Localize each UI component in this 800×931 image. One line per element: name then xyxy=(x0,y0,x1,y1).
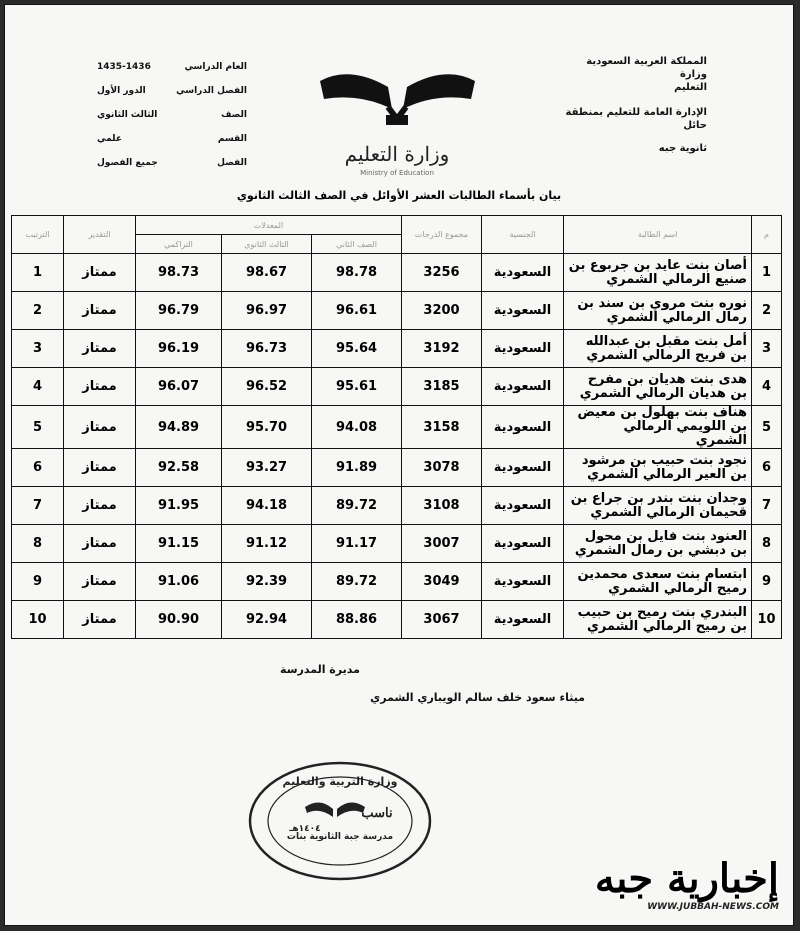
table-row xyxy=(12,525,782,563)
student-name: وجدان بنت بندر بن جراع بن قحيمان الرمالي الشمري xyxy=(564,487,752,525)
cumulative-avg: 90.90 xyxy=(136,601,222,639)
term-info-value: الدور الأول xyxy=(97,86,146,96)
row-index: 7 xyxy=(752,487,782,525)
total-score: 3158 xyxy=(402,406,482,449)
cumulative-avg: 91.95 xyxy=(136,487,222,525)
row-index: 5 xyxy=(752,406,782,449)
total-score: 3007 xyxy=(402,525,482,563)
student-name: أمل بنت مقبل بن عبدالله بن فريح الرمالي الشمري xyxy=(564,330,752,368)
total-score: 3049 xyxy=(402,563,482,601)
nationality: السعودية xyxy=(482,487,564,525)
ministry-header xyxy=(557,55,707,161)
third-grade-avg: 91.12 xyxy=(222,525,312,563)
rank: 7 xyxy=(12,487,64,525)
term-info-row xyxy=(97,133,247,145)
grade: ممتاز xyxy=(64,406,136,449)
rank: 9 xyxy=(12,563,64,601)
row-index: 6 xyxy=(752,449,782,487)
table-row xyxy=(12,368,782,406)
term-info-label: الفصل الدراسي xyxy=(176,86,247,96)
document-title: بيان بأسماء الطالبات العشر الأوائل في الصف الثالث الثانوي xyxy=(236,189,562,202)
rank: 2 xyxy=(12,292,64,330)
grade: ممتاز xyxy=(64,292,136,330)
grade: ممتاز xyxy=(64,563,136,601)
student-name: هناف بنت بهلول بن معيض بن اللويمي الرمالي الشمري xyxy=(564,406,752,449)
col-rank: الترتيب xyxy=(12,216,64,254)
nationality: السعودية xyxy=(482,368,564,406)
total-score: 3067 xyxy=(402,601,482,639)
third-grade-avg: 98.67 xyxy=(222,254,312,292)
school-stamp xyxy=(245,759,435,884)
second-grade-avg: 89.72 xyxy=(312,487,402,525)
term-info-row xyxy=(97,157,247,169)
table-row xyxy=(12,487,782,525)
logo-text: وزارة التعليم xyxy=(344,142,450,166)
stamp-middle: ناسب xyxy=(361,806,393,821)
grade: ممتاز xyxy=(64,254,136,292)
row-index: 8 xyxy=(752,525,782,563)
rank: 4 xyxy=(12,368,64,406)
kingdom-line: المملكة العربية السعودية وزارة التعليم xyxy=(586,56,707,93)
third-grade-avg: 96.52 xyxy=(222,368,312,406)
second-grade-avg: 95.64 xyxy=(312,330,402,368)
cumulative-avg: 96.19 xyxy=(136,330,222,368)
term-info-row xyxy=(97,61,247,73)
rank: 6 xyxy=(12,449,64,487)
table-row xyxy=(12,601,782,639)
col-total: مجموع الدرجات xyxy=(402,216,482,254)
document-page xyxy=(4,4,794,926)
cumulative-avg: 94.89 xyxy=(136,406,222,449)
term-info-row xyxy=(97,109,247,121)
watermark-url: WWW.JUBBAH-NEWS.COM xyxy=(647,902,779,912)
col-name: اسم الطالبة xyxy=(564,216,752,254)
student-name: أصان بنت عايد بن جربوع بن صنيع الرمالي الشمري xyxy=(564,254,752,292)
grade: ممتاز xyxy=(64,368,136,406)
term-info-label: القسم xyxy=(217,134,247,144)
nationality: السعودية xyxy=(482,563,564,601)
cumulative-avg: 91.15 xyxy=(136,525,222,563)
term-info-row xyxy=(97,85,247,97)
term-info-label: الصف xyxy=(220,110,247,120)
total-score: 3192 xyxy=(402,330,482,368)
table-row xyxy=(12,449,782,487)
term-info-value: 1435-1436 xyxy=(97,62,151,72)
second-grade-avg: 88.86 xyxy=(312,601,402,639)
grade: ممتاز xyxy=(64,449,136,487)
stamp-year: ١٤٠٤هـ xyxy=(289,824,321,834)
school-line: ثانوية جبه xyxy=(658,143,707,154)
stamp-top: وزارة التربية والتعليم xyxy=(282,775,398,788)
grade: ممتاز xyxy=(64,601,136,639)
third-grade-avg: 92.94 xyxy=(222,601,312,639)
table-row xyxy=(12,406,782,449)
grade: ممتاز xyxy=(64,487,136,525)
second-grade-avg: 98.78 xyxy=(312,254,402,292)
second-grade-avg: 94.08 xyxy=(312,406,402,449)
term-info-value: الثالث الثانوي xyxy=(97,110,158,120)
grade: ممتاز xyxy=(64,525,136,563)
rank: 5 xyxy=(12,406,64,449)
principal-name: ميثاء سعود خلف سالم الويباري الشمري xyxy=(370,691,585,704)
rank: 8 xyxy=(12,525,64,563)
second-grade-avg: 91.89 xyxy=(312,449,402,487)
student-name: العنود بنت فايل بن محول بن دبشي بن رمال الشمري xyxy=(564,525,752,563)
term-info xyxy=(97,61,247,181)
second-grade-avg: 89.72 xyxy=(312,563,402,601)
ministry-logo xyxy=(310,57,485,187)
table-row xyxy=(12,292,782,330)
cumulative-avg: 91.06 xyxy=(136,563,222,601)
student-name: نجود بنت حبيب بن مرشود بن العير الرمالي الشمري xyxy=(564,449,752,487)
row-index: 9 xyxy=(752,563,782,601)
top-students-table xyxy=(11,215,782,639)
nationality: السعودية xyxy=(482,330,564,368)
row-index: 10 xyxy=(752,601,782,639)
col-grade: التقدير xyxy=(64,216,136,254)
student-name: هدى بنت هديان بن مفرح بن هديان الرمالي الشمري xyxy=(564,368,752,406)
col-nationality: الجنسية xyxy=(482,216,564,254)
rank: 3 xyxy=(12,330,64,368)
cumulative-avg: 98.73 xyxy=(136,254,222,292)
col-averages: المعدلات xyxy=(136,216,402,235)
col-cumulative: التراكمي xyxy=(136,235,222,254)
total-score: 3185 xyxy=(402,368,482,406)
third-grade-avg: 94.18 xyxy=(222,487,312,525)
term-info-label: الفصل xyxy=(217,158,247,168)
row-index: 4 xyxy=(752,368,782,406)
third-grade-avg: 96.73 xyxy=(222,330,312,368)
second-grade-avg: 96.61 xyxy=(312,292,402,330)
stamp-bottom: مدرسة جبة الثانوية بنات xyxy=(286,832,394,842)
total-score: 3256 xyxy=(402,254,482,292)
total-score: 3078 xyxy=(402,449,482,487)
total-score: 3108 xyxy=(402,487,482,525)
cumulative-avg: 92.58 xyxy=(136,449,222,487)
nationality: السعودية xyxy=(482,601,564,639)
cumulative-avg: 96.07 xyxy=(136,368,222,406)
third-grade-avg: 95.70 xyxy=(222,406,312,449)
watermark-title: إخبارية جبه xyxy=(594,855,779,902)
nationality: السعودية xyxy=(482,254,564,292)
second-grade-avg: 95.61 xyxy=(312,368,402,406)
row-index: 3 xyxy=(752,330,782,368)
logo-subtext: Ministry of Education xyxy=(360,169,434,177)
table-row xyxy=(12,254,782,292)
total-score: 3200 xyxy=(402,292,482,330)
student-name: البندري بنت رميح بن حبيب بن رميح الرمالي الشمري xyxy=(564,601,752,639)
student-name: ابتسام بنت سعدى محمدين رميح الرمالي الشمري xyxy=(564,563,752,601)
rank: 10 xyxy=(12,601,64,639)
third-grade-avg: 92.39 xyxy=(222,563,312,601)
nationality: السعودية xyxy=(482,406,564,449)
term-info-value: جميع الفصول xyxy=(97,158,158,168)
grade: ممتاز xyxy=(64,330,136,368)
row-index: 1 xyxy=(752,254,782,292)
principal-title: مديرة المدرسة xyxy=(280,663,360,676)
nationality: السعودية xyxy=(482,525,564,563)
col-index: م xyxy=(752,216,782,254)
directorate-line: الإدارة العامة للتعليم بمنطقة حائل xyxy=(565,107,707,131)
student-name: نوره بنت مروي بن سند بن رمال الرمالي الشمري xyxy=(564,292,752,330)
row-index: 2 xyxy=(752,292,782,330)
third-grade-avg: 96.97 xyxy=(222,292,312,330)
rank: 1 xyxy=(12,254,64,292)
cumulative-avg: 96.79 xyxy=(136,292,222,330)
col-second-grade: الصف الثاني xyxy=(312,235,402,254)
nationality: السعودية xyxy=(482,449,564,487)
table-row xyxy=(12,563,782,601)
term-info-label: العام الدراسي xyxy=(184,62,247,72)
third-grade-avg: 93.27 xyxy=(222,449,312,487)
second-grade-avg: 91.17 xyxy=(312,525,402,563)
nationality: السعودية xyxy=(482,292,564,330)
table-row xyxy=(12,330,782,368)
col-third-grade: الثالث الثانوي xyxy=(222,235,312,254)
news-watermark xyxy=(579,855,779,912)
term-info-value: علمي xyxy=(97,134,122,144)
